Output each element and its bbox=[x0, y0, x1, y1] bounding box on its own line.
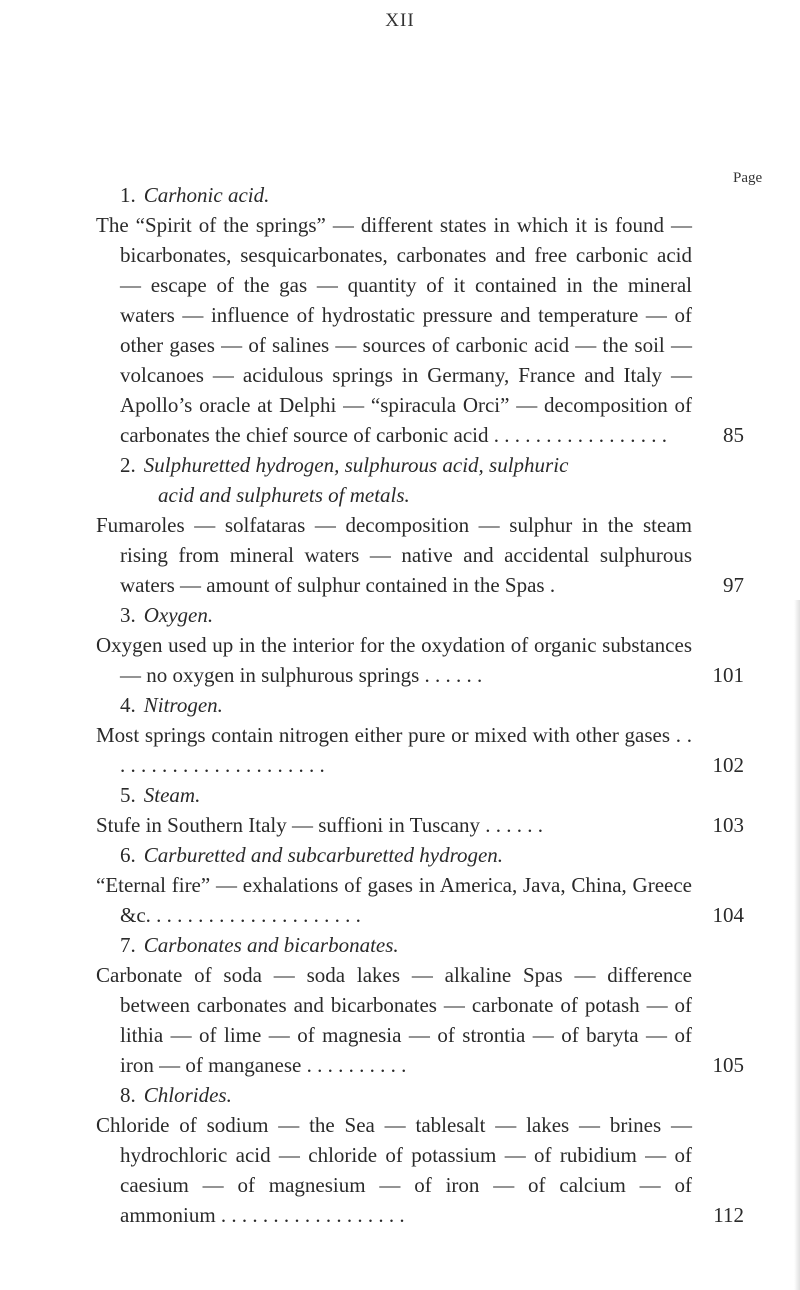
section-number: 3. bbox=[120, 603, 136, 627]
section-title: Carhonic acid. bbox=[143, 183, 270, 207]
section-heading bbox=[96, 180, 744, 210]
table-of-contents bbox=[96, 180, 744, 1230]
page-number: 105 bbox=[712, 1053, 744, 1077]
page-number: 85 bbox=[723, 423, 744, 447]
section-title: Carbonates and bicarbonates. bbox=[143, 933, 399, 957]
page-edge-shadow bbox=[794, 600, 800, 1290]
section-title: Carburetted and subcarburetted hydrogen. bbox=[143, 843, 504, 867]
section-number: 5. bbox=[120, 783, 136, 807]
section-body bbox=[96, 720, 744, 780]
section-body bbox=[96, 870, 744, 930]
section-number: 4. bbox=[120, 693, 136, 717]
section-body-text: The “Spirit of the springs” — different states in which it is found — bicarbonates, sesquicarbonates, carbonates and free carbonic acid — escape of the gas — quantity of it contained in the mineral waters — influence of hydrostatic pressure and temperature — of other gases — of salines — sources of carbonic acid — the soil — volcanoes — acidulous springs in Germany, France and Italy — Apollo’s oracle at Delphi — “spiracula Orci” — decomposition of carbonates the chief source of carbonic acid . . . . . . . . . . . . . . . . . bbox=[96, 213, 692, 447]
section-number: 6. bbox=[120, 843, 136, 867]
page-column-label: Page bbox=[733, 170, 763, 186]
section-body-text: “Eternal fire” — exhalations of gases in America, Java, China, Greece &c. . . . . . . . . . . . . . . . . . . . . bbox=[96, 873, 692, 927]
toc-section-2 bbox=[96, 450, 744, 600]
section-body-text: Most springs contain nitrogen either pure or mixed with other gases . . . . . . . . . . . . . . . . . . . . . . bbox=[96, 723, 692, 777]
toc-section-4 bbox=[96, 690, 744, 780]
section-title: Chlorides. bbox=[143, 1083, 232, 1107]
toc-section-8 bbox=[96, 1080, 744, 1230]
toc-section-3 bbox=[96, 600, 744, 690]
page-number: 102 bbox=[712, 753, 744, 777]
section-title: Sulphuretted hydrogen, sulphurous acid, sulphuric bbox=[143, 453, 569, 477]
section-number: 7. bbox=[120, 933, 136, 957]
page-number: 103 bbox=[712, 813, 744, 837]
section-title: Oxygen. bbox=[143, 603, 214, 627]
section-number: 2. bbox=[120, 453, 136, 477]
section-body bbox=[96, 960, 744, 1080]
section-body bbox=[96, 630, 744, 690]
page-number: 104 bbox=[712, 903, 744, 927]
toc-section-7 bbox=[96, 930, 744, 1080]
section-heading bbox=[96, 690, 744, 720]
section-body bbox=[96, 810, 744, 840]
section-body bbox=[96, 210, 744, 450]
section-heading bbox=[96, 780, 744, 810]
section-title: Steam. bbox=[143, 783, 201, 807]
section-number: 8. bbox=[120, 1083, 136, 1107]
page-number: 97 bbox=[723, 573, 744, 597]
section-body-text: Fumaroles — solfataras — decomposition — sulphur in the steam rising from mineral waters — native and accidental sulphurous waters — amount of sulphur contained in the Spas . bbox=[96, 513, 692, 597]
section-heading bbox=[96, 930, 744, 960]
section-body bbox=[96, 1110, 744, 1230]
section-body-text: Stufe in Southern Italy — suffioni in Tuscany . . . . . . bbox=[96, 813, 544, 837]
folio-roman-numeral: XII bbox=[385, 10, 415, 31]
section-heading bbox=[96, 1080, 744, 1110]
section-body-text: Carbonate of soda — soda lakes — alkaline Spas — difference between carbonates and bicarbonates — carbonate of potash — of lithia — of lime — of magnesia — of strontia — of baryta — of iron — of manganese . . . . . . . . . . bbox=[96, 963, 692, 1077]
page-number: 101 bbox=[712, 663, 744, 687]
section-number: 1. bbox=[120, 183, 136, 207]
toc-section-1 bbox=[96, 180, 744, 450]
section-heading bbox=[96, 600, 744, 630]
toc-section-5 bbox=[96, 780, 744, 840]
section-body-text: Chloride of sodium — the Sea — tablesalt — lakes — brines — hydrochloric acid — chloride of potassium — of rubidium — of caesium — of magnesium — of iron — of calcium — of ammonium . . . . . . . . . . . . . . . . . . bbox=[96, 1113, 692, 1227]
section-body-text: Oxygen used up in the interior for the oxydation of organic substances — no oxygen in sulphurous springs . . . . . . bbox=[96, 633, 692, 687]
section-body bbox=[96, 510, 744, 600]
section-heading bbox=[96, 450, 744, 510]
page-number: 112 bbox=[713, 1203, 744, 1227]
toc-section-6 bbox=[96, 840, 744, 930]
section-heading bbox=[96, 840, 744, 870]
section-title: Nitrogen. bbox=[143, 693, 223, 717]
section-title-continued: acid and sulphurets of metals. bbox=[158, 483, 410, 507]
